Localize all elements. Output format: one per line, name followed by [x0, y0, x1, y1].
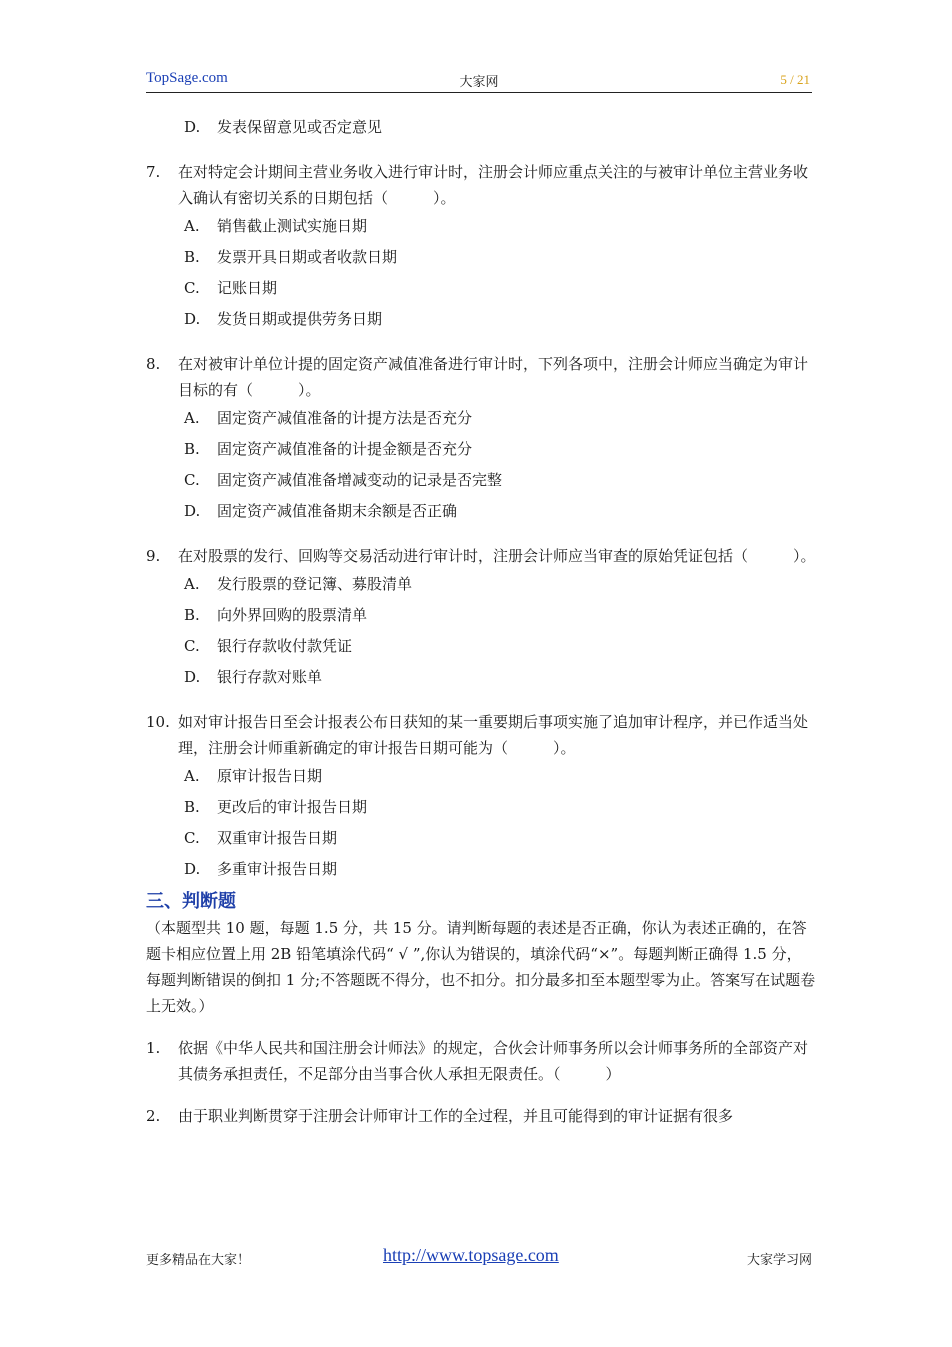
- option-item: [184, 465, 816, 496]
- question-text: 在对被审计单位计提的固定资产减值准备进行审计时，下列各项中，注册会计师应当确定为审计目标的有（ ）。: [178, 355, 809, 399]
- option-text: 多重审计报告日期: [217, 860, 338, 878]
- option-letter: D.: [184, 860, 201, 878]
- option-item: [184, 761, 816, 792]
- option-letter: B.: [184, 606, 200, 624]
- option-item: [184, 600, 816, 631]
- option-text: 固定资产减值准备增减变动的记录是否完整: [217, 471, 503, 489]
- page-header: [146, 70, 812, 93]
- question-text: 依据《中华人民共和国注册会计师法》的规定，合伙会计师事务所以会计师事务所的全部资产对其债务承担责任，不足部分由当事合伙人承担无限责任。（ ）: [178, 1039, 809, 1083]
- option-item: [184, 792, 816, 823]
- question-number: 1.: [146, 1039, 161, 1057]
- question-text: 在对股票的发行、回购等交易活动进行审计时，注册会计师应当审查的原始凭证包括（ ）。: [178, 547, 816, 565]
- previous-question-options: [146, 112, 816, 143]
- question-7: [146, 159, 816, 335]
- option-item: [184, 112, 816, 143]
- option-letter: C.: [184, 279, 200, 297]
- option-letter: A.: [184, 217, 200, 235]
- option-item: [184, 569, 816, 600]
- question-number: 2.: [146, 1107, 161, 1125]
- question-number: 10.: [146, 713, 170, 731]
- judgment-question-1: [146, 1035, 816, 1087]
- option-text: 发货日期或提供劳务日期: [217, 310, 383, 328]
- question-text: 如对审计报告日至会计报表公布日获知的某一重要期后事项实施了追加审计程序，并已作适当处理，注册会计师重新确定的审计报告日期可能为（ ）。: [178, 713, 809, 757]
- option-item: [184, 211, 816, 242]
- header-site-name[interactable]: TopSage.com: [146, 70, 228, 86]
- option-text: 银行存款收付款凭证: [217, 637, 353, 655]
- option-text: 发行股票的登记簿、募股清单: [217, 575, 413, 593]
- option-letter: B.: [184, 248, 200, 266]
- section-description: （本题型共 10 题，每题 1.5 分，共 15 分。请判断每题的表述是否正确，你认为表述正确的，在答题卡相应位置上用 2B 铅笔填涂代码“ √ ”,你认为错误的，填涂代码“×”。每题判断正确得 1.5 分，每题判断错误的倒扣 1 分;不答题既不得分，也不扣分。扣分最多扣至本题型零为止。答案写在试题卷上无效。）: [146, 919, 816, 1015]
- option-text: 发表保留意见或否定意见: [217, 118, 383, 136]
- section-title: 三、判断题: [146, 891, 236, 912]
- option-letter: A.: [184, 409, 200, 427]
- option-text: 记账日期: [217, 279, 278, 297]
- option-item: [184, 403, 816, 434]
- question-8: [146, 351, 816, 527]
- option-text: 销售截止测试实施日期: [217, 217, 368, 235]
- footer-link[interactable]: http://www.topsage.com: [383, 1245, 559, 1265]
- option-text: 发票开具日期或者收款日期: [217, 248, 398, 266]
- option-item: [184, 434, 816, 465]
- option-text: 原审计报告日期: [217, 767, 323, 785]
- header-page-number: 5 / 21: [780, 72, 810, 87]
- option-item: [184, 823, 816, 854]
- option-item: [184, 631, 816, 662]
- question-10: [146, 709, 816, 885]
- option-item: [184, 273, 816, 304]
- question-number: 9.: [146, 547, 161, 565]
- option-text: 固定资产减值准备的计提金额是否充分: [217, 440, 473, 458]
- option-text: 向外界回购的股票清单: [217, 606, 368, 624]
- option-item: [184, 662, 816, 693]
- option-text: 银行存款对账单: [217, 668, 323, 686]
- question-text: 由于职业判断贯穿于注册会计师审计工作的全过程，并且可能得到的审计证据有很多: [178, 1107, 734, 1125]
- option-letter: D.: [184, 668, 201, 686]
- option-letter: D.: [184, 310, 201, 328]
- option-item: [184, 304, 816, 335]
- footer-right-text: 大家学习网: [746, 1253, 812, 1268]
- option-letter: B.: [184, 798, 200, 816]
- option-letter: C.: [184, 637, 200, 655]
- option-letter: C.: [184, 471, 200, 489]
- option-item: [184, 496, 816, 527]
- option-item: [184, 854, 816, 885]
- option-text: 固定资产减值准备的计提方法是否充分: [217, 409, 473, 427]
- question-number: 7.: [146, 163, 161, 181]
- question-text: 在对特定会计期间主营业务收入进行审计时，注册会计师应重点关注的与被审计单位主营业务收入确认有密切关系的日期包括（ ）。: [178, 163, 809, 207]
- option-letter: C.: [184, 829, 200, 847]
- option-letter: D.: [184, 118, 201, 136]
- option-text: 更改后的审计报告日期: [217, 798, 368, 816]
- option-item: [184, 242, 816, 273]
- option-letter: A.: [184, 575, 200, 593]
- judgment-question-2: [146, 1103, 816, 1129]
- option-letter: B.: [184, 440, 200, 458]
- option-letter: A.: [184, 767, 200, 785]
- page-content: [146, 112, 816, 1129]
- question-9: [146, 543, 816, 693]
- option-letter: D.: [184, 502, 201, 520]
- option-text: 双重审计报告日期: [217, 829, 338, 847]
- option-text: 固定资产减值准备期末余额是否正确: [217, 502, 458, 520]
- question-number: 8.: [146, 355, 161, 373]
- footer-left-text: 更多精品在大家！: [146, 1253, 251, 1268]
- header-center-title: 大家网: [459, 75, 499, 90]
